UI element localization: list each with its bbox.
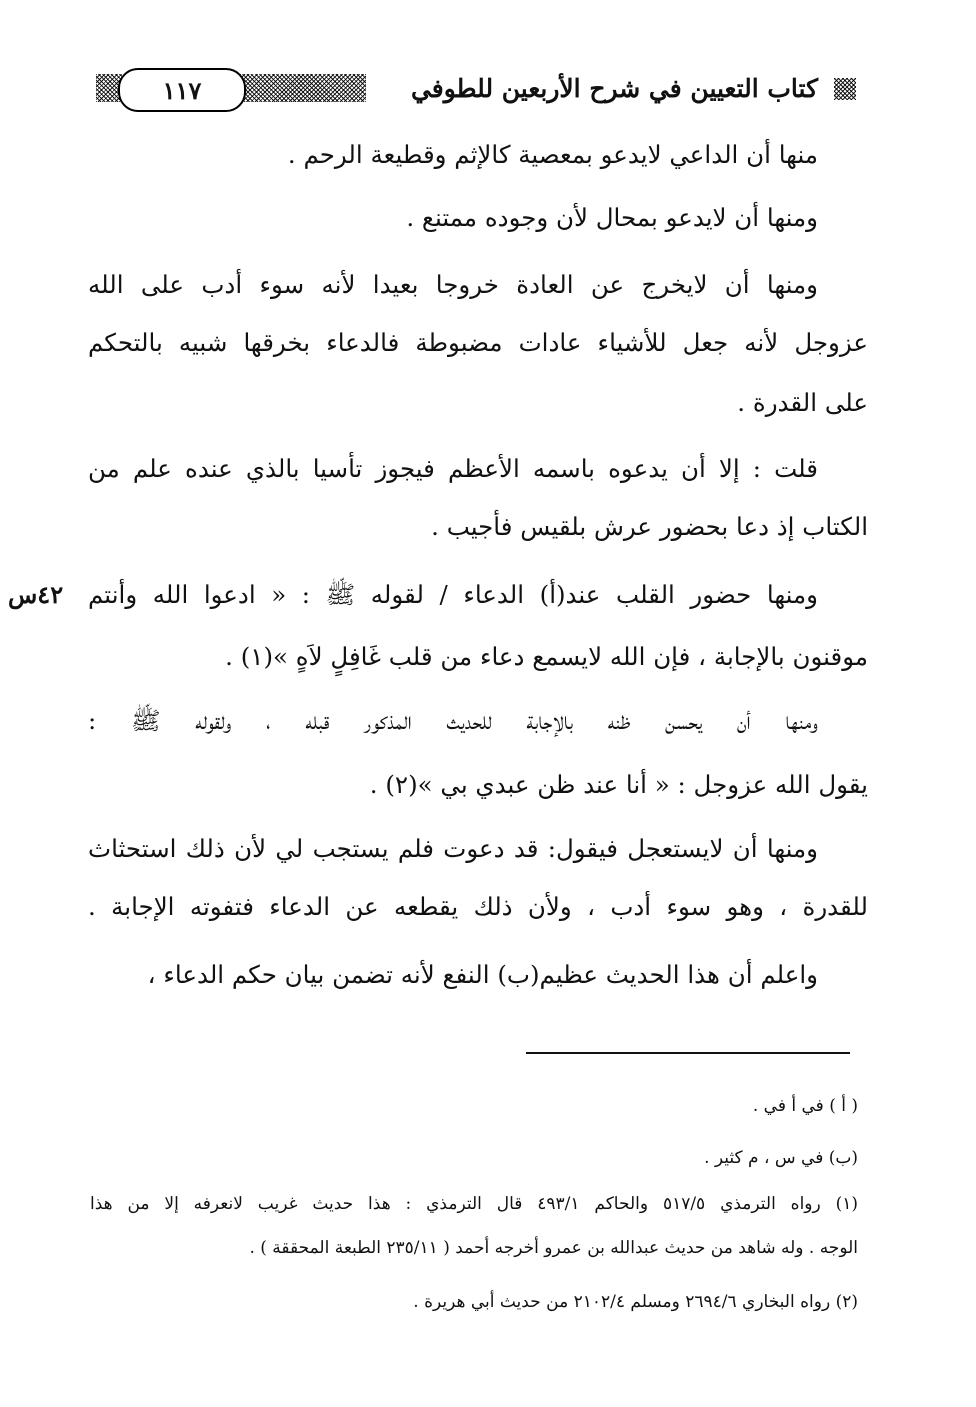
text-line: على القدرة . — [737, 388, 868, 417]
text-line: الكتاب إذ دعا بحضور عرش بلقيس فأجيب . — [431, 512, 868, 541]
text-line: ومنها أن لايخرج عن العادة خروجا بعيدا لأنه سوء أدب على الله — [88, 270, 818, 299]
footnote: (ب) في س ، م كثير . — [704, 1148, 858, 1168]
text-line: ومنها حضور القلب عند(أ) الدعاء / لقوله ﷺ : « ادعوا الله وأنتم — [88, 580, 818, 609]
footnote: الوجه . وله شاهد من حديث عبدالله بن عمرو أخرجه أحمد ( ٢٣٥/١١ الطبعة المحققة ) . — [249, 1238, 858, 1258]
footnote-separator — [526, 1052, 850, 1054]
text-line: ومنها أن لايدعو بمحال لأن وجوده ممتنع . — [406, 203, 818, 232]
body-text — [88, 140, 868, 1020]
margin-manuscript-reference: ٤٢س — [8, 580, 64, 609]
text-line: موقنون بالإجابة ، فإن الله لايسمع دعاء من قلب غَافِلٍ لاَهٍ »(١) . — [225, 642, 868, 671]
text-line: ومنها أن يحسن ظنه بالإجابة للحديث المذكور قبله ، ولقوله ﷺ : — [88, 706, 818, 735]
book-title: كتاب التعيين في شرح الأربعين للطوفي — [405, 68, 824, 108]
text-line: عزوجل لأنه جعل للأشياء عادات مضبوطة فالدعاء بخرقها شبيه بالتحكم — [88, 328, 868, 357]
text-line: للقدرة ، وهو سوء أدب ، ولأن ذلك يقطعه عن الدعاء فتفوته الإجابة . — [88, 892, 868, 921]
page-header — [86, 64, 866, 112]
page-number: ١١٧ — [118, 68, 246, 112]
text-line: منها أن الداعي لايدعو بمعصية كالإثم وقطيعة الرحم . — [287, 140, 818, 169]
footnote: (٢) رواه البخاري ٢٦٩٤/٦ ومسلم ٢١٠٢/٤ من حديث أبي هريرة . — [413, 1292, 858, 1312]
text-line: يقول الله عزوجل : « أنا عند ظن عبدي بي »(٢) . — [369, 770, 868, 799]
footnote: ( أ ) في أ في . — [752, 1096, 858, 1116]
footnote: (١) رواه الترمذي ٥١٧/٥ والحاكم ٤٩٣/١ قال الترمذي : هذا حديث غريب لانعرفه إلا من هذا — [90, 1194, 859, 1214]
text-line: ومنها أن لايستعجل فيقول: قد دعوت فلم يستجب لي لأن ذلك استحثاث — [88, 834, 818, 863]
header-ornament-right — [834, 78, 856, 100]
text-line: واعلم أن هذا الحديث عظيم(ب) النفع لأنه تضمن بيان حكم الدعاء ، — [147, 960, 818, 989]
text-line: قلت : إلا أن يدعوه باسمه الأعظم فيجوز تأسيا بالذي عنده علم من — [88, 454, 818, 483]
